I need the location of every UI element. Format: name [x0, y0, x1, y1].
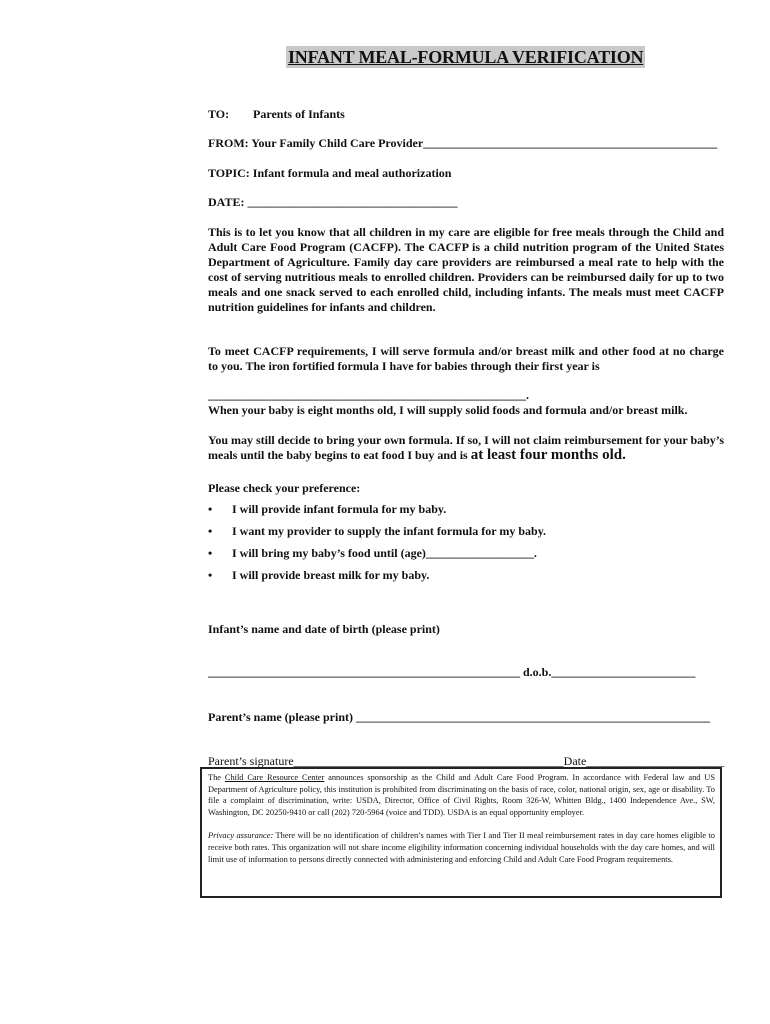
privacy-label: Privacy assurance: — [208, 831, 274, 841]
preference-item[interactable] — [208, 568, 728, 590]
preference-label: I will provide breast milk for my baby. — [232, 568, 430, 582]
sponsor-org-name: Child Care Resource Center — [224, 773, 325, 782]
from-line: FROM: Your Family Child Care Provider_________________________________________________ — [208, 136, 718, 150]
own-formula-emphasis: at least four months old. — [470, 447, 626, 463]
infant-name-dob-field[interactable]: ____________________________________________________ d.o.b.________________________ — [208, 665, 696, 679]
intro-paragraph: This is to let you know that all children in my care are eligible for free meals through the Child and Adult Care Food Program (CACFP). The CACFP is a child nutrition program of the United States Department of Agriculture. Family day care providers are reimbursed a meal rate to help with the cost of serving nutritious meals to enrolled children. Providers can be reimbursed daily for up to two meals and one snack served to each enrolled child, including infants. The meals must meet CACFP nutrition guidelines for infants and children. — [208, 225, 724, 314]
infant-heading: Infant’s name and date of birth (please print) — [208, 622, 440, 636]
preference-label: I will provide infant formula for my baby. — [232, 502, 447, 516]
eight-months-text: When your baby is eight months old, I will supply solid foods and formula and/or breast milk. — [208, 403, 688, 417]
preference-item[interactable] — [208, 524, 728, 546]
bullet-icon: • — [208, 568, 213, 582]
nondiscrimination-statement — [208, 772, 715, 818]
own-formula-paragraph — [208, 433, 724, 463]
to-label: TO: — [208, 107, 230, 121]
privacy-statement — [208, 830, 715, 865]
preference-label: I want my provider to supply the infant formula for my baby. — [232, 524, 547, 538]
bullet-icon: • — [208, 546, 213, 560]
topic-line: TOPIC: Infant formula and meal authorization — [208, 166, 452, 180]
preference-item[interactable] — [208, 502, 728, 524]
parent-signature-field[interactable]: Parent’s signature_____________________________________________Date_______________________ — [208, 754, 725, 768]
preference-label: I will bring my baby’s food until (age)__________________. — [232, 546, 537, 560]
formula-blank: _____________________________________________________. — [208, 388, 529, 402]
own-formula-text: You may still decide to bring your own formula. If so, I will not claim reimbursement for your baby’s meals until the baby begins to eat food I buy and is — [208, 433, 725, 462]
form-title: INFANT MEAL-FORMULA VERIFICATION — [288, 47, 644, 67]
to-value: Parents of Infants — [253, 107, 345, 121]
notice-prefix: The — [208, 773, 225, 782]
requirements-paragraph: To meet CACFP requirements, I will serve formula and/or breast milk and other food at no charge to you. The iron fortified formula I have for babies through their first year is — [208, 344, 724, 373]
bullet-icon: • — [208, 524, 213, 538]
nondiscrimination-notice-box — [200, 767, 722, 898]
privacy-text: There will be no identification of children’s names with Tier I and Tier II meal reimbursement rates in day care homes eligible to receive both rates. This organization will not share income eligibility information concerning individual households with the day care homes, and will limit use of information to persons directly connected with administering and enforcing Child and Adult Care Food Program requirements. — [208, 831, 715, 864]
date-line: DATE: ___________________________________ — [208, 195, 458, 209]
parent-name-field[interactable]: Parent’s name (please print) ___________________________________________________________ — [208, 710, 710, 724]
bullet-icon: • — [208, 502, 213, 516]
preference-list — [208, 502, 728, 590]
preference-heading: Please check your preference: — [208, 481, 361, 495]
preference-item[interactable] — [208, 546, 728, 568]
notice-text: announces sponsorship as the Child and Adult Care Food Program. In accordance with Federal law and US Department of Agriculture policy, this institution is prohibited from discriminating on the basis of race, color, national origin, sex, age or disability. To file a complaint of discrimination, write: USDA, Director, Office of Civil Rights, Room 326-W, Whitten Bldg., 1400 Independence Ave., SW, Washington, DC 20250-9410 or call (202) 720-5964 (voice and TDD). USDA is an equal opportunity employer. — [208, 773, 715, 817]
